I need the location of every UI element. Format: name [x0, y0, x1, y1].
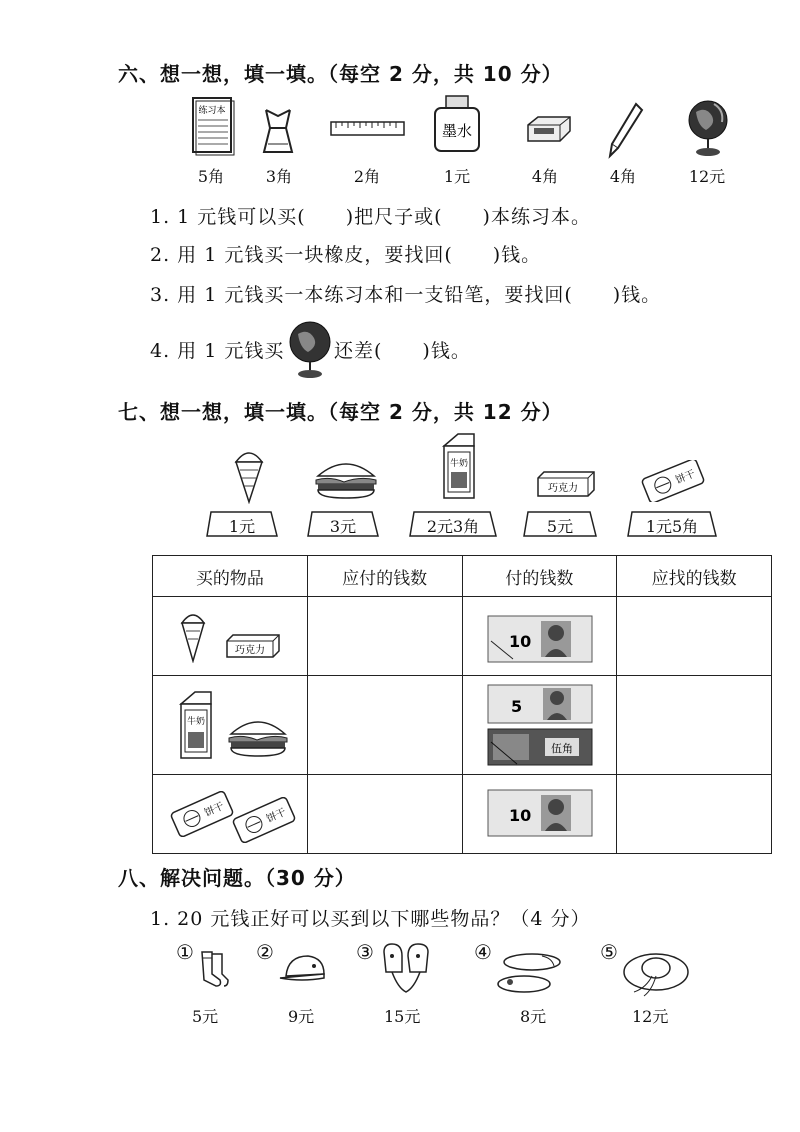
chocolate-icon: [536, 470, 596, 498]
price-ruler: 2角: [353, 167, 381, 186]
eraser-icon: [524, 113, 574, 145]
cell-paid: [462, 676, 617, 775]
biscuit-icon: [638, 460, 708, 502]
price-tag-hamburger: [306, 510, 380, 538]
note-value: 伍角: [550, 742, 573, 755]
note-value: 5: [510, 697, 522, 716]
shopping-table: [152, 555, 772, 854]
cap-icon: [278, 952, 330, 986]
section-6-title: 六、想一想，填一填。（每空 2 分，共 10 分）: [118, 62, 563, 86]
ice-cream-icon: [179, 607, 207, 663]
ink-bottle-icon: [432, 94, 482, 154]
price-tag-label: 3元: [329, 517, 357, 536]
ice-cream-icon: [232, 444, 266, 504]
item-number: ①: [176, 940, 194, 964]
price-tag-biscuit: [626, 510, 718, 538]
table-row: [153, 775, 772, 854]
table-row: [153, 597, 772, 676]
table-row: [153, 676, 772, 775]
exercise-book-label: 练习本: [198, 106, 226, 116]
cell-amount-due[interactable]: [307, 676, 462, 775]
table-header-row: [153, 556, 772, 597]
cell-paid: [462, 597, 617, 676]
cell-amount-due[interactable]: [307, 775, 462, 854]
cell-goods: [153, 775, 308, 854]
question-6-1: 1. 1 元钱可以买( )把尺子或( )本练习本。: [150, 206, 591, 228]
price-slippers: 8元: [520, 1007, 547, 1026]
price-pencil: 4角: [609, 167, 637, 186]
price-globe: 12元: [688, 167, 726, 186]
note-value: 10: [508, 806, 531, 825]
biscuit-icon: [229, 797, 299, 843]
hamburger-icon: [227, 714, 289, 758]
price-tag-label: 5元: [546, 517, 574, 536]
price-socks: 5元: [192, 1007, 219, 1026]
header-change: 应找的钱数: [617, 556, 772, 597]
question-6-4-prefix: 4. 用 1 元钱买: [150, 340, 285, 362]
pencil-icon: [606, 100, 646, 160]
five-jiao-note-icon: [487, 728, 593, 766]
cell-paid: [462, 775, 617, 854]
header-due: 应付的钱数: [307, 556, 462, 597]
ten-yuan-note-icon: [487, 789, 593, 837]
binder-clip-icon: [258, 104, 298, 154]
cell-goods: [153, 597, 308, 676]
chocolate-icon: [225, 633, 281, 659]
milk-carton-icon: [438, 432, 480, 500]
header-paid: 付的钱数: [462, 556, 617, 597]
section-7-title: 七、想一想，填一填。（每空 2 分，共 12 分）: [118, 400, 563, 424]
ruler-icon: [330, 120, 406, 138]
slippers-icon: [496, 950, 564, 996]
question-6-3: 3. 用 1 元钱买一本练习本和一支铅笔，要找回( )钱。: [150, 284, 662, 306]
item-number: ⑤: [600, 940, 618, 964]
sun-hat-icon: [622, 948, 690, 998]
item-number: ④: [474, 940, 492, 964]
cell-change[interactable]: [617, 676, 772, 775]
price-gloves: 15元: [384, 1007, 421, 1026]
item-number: ②: [256, 940, 274, 964]
price-tag-chocolate: [522, 510, 598, 538]
chocolate-label: 巧克力: [235, 645, 265, 656]
price-cap: 9元: [288, 1007, 315, 1026]
globe-icon: [686, 96, 730, 158]
price-tag-label: 1元: [228, 517, 256, 536]
question-6-2: 2. 用 1 元钱买一块橡皮，要找回( )钱。: [150, 244, 542, 266]
price-binder-clip: 3角: [265, 167, 293, 186]
section-8-title: 八、解决问题。（30 分）: [118, 866, 356, 890]
gloves-icon: [378, 942, 434, 998]
question-6-4-suffix: 还差( )钱。: [334, 340, 471, 362]
cell-goods: [153, 676, 308, 775]
milk-carton-icon: [175, 690, 217, 760]
price-tag-label: 1元5角: [645, 517, 699, 536]
socks-icon: [196, 950, 230, 990]
ten-yuan-note-icon: [487, 615, 593, 663]
price-tag-milk: [408, 510, 498, 538]
milk-carton-label: 牛奶: [449, 459, 469, 469]
milk-carton-label: 牛奶: [186, 717, 206, 727]
cell-amount-due[interactable]: [307, 597, 462, 676]
note-value: 10: [508, 632, 531, 651]
price-sun-hat: 12元: [632, 1007, 669, 1026]
price-tag-label: 2元3角: [426, 517, 480, 536]
price-ink: 1元: [443, 167, 471, 186]
price-eraser: 4角: [531, 167, 559, 186]
header-goods: 买的物品: [153, 556, 308, 597]
biscuit-label: 饼干: [203, 800, 226, 820]
item-number: ③: [356, 940, 374, 964]
biscuit-label: 饼干: [674, 468, 697, 487]
question-8-1: 1. 20 元钱正好可以买到以下哪些物品？（4 分）: [150, 908, 591, 930]
exercise-book-icon: [190, 96, 236, 156]
cell-change[interactable]: [617, 597, 772, 676]
chocolate-label: 巧克力: [548, 483, 578, 494]
hamburger-icon: [314, 456, 378, 500]
biscuit-icon: [167, 791, 237, 837]
globe-icon: [286, 316, 334, 380]
biscuit-label: 饼干: [265, 806, 288, 826]
ink-bottle-label: 墨水: [441, 122, 473, 140]
price-exercise-book: 5角: [197, 167, 225, 186]
cell-change[interactable]: [617, 775, 772, 854]
five-yuan-note-icon: [487, 684, 593, 724]
price-tag-ice-cream: [205, 510, 279, 538]
